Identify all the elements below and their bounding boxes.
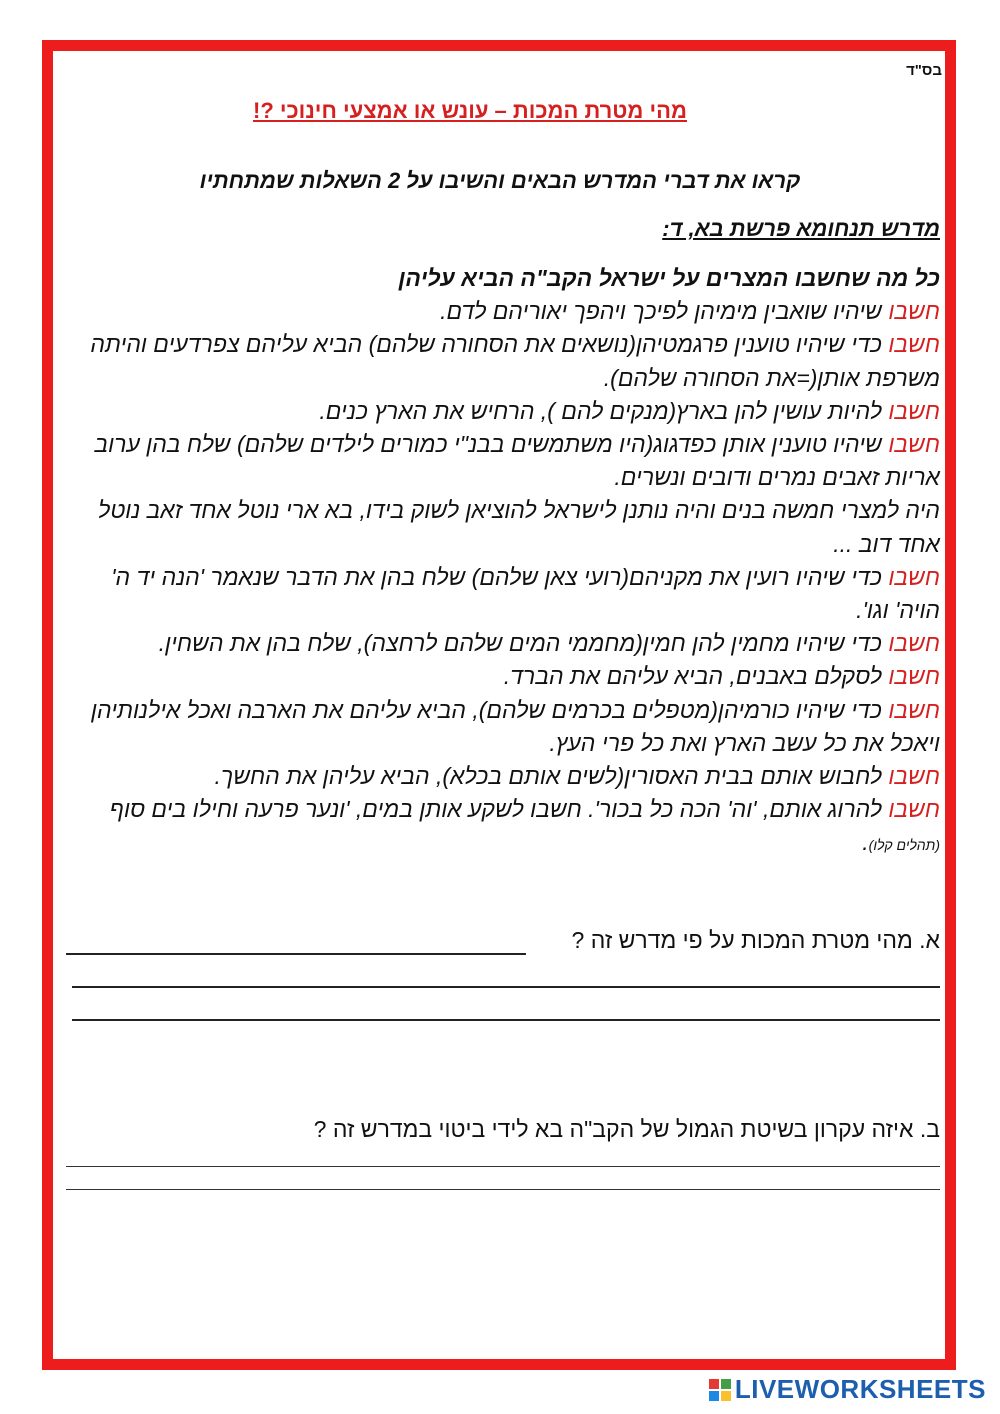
end-punct: . [862, 829, 869, 856]
midrash-paragraph [72, 694, 940, 760]
paragraph-text: כדי שיהיו מחמין להן חמין(מחממי המים שלהם לרחצה), שלח בהן את השחין. [158, 630, 889, 657]
midrash-text [72, 262, 940, 863]
paragraph-text: לסקלם באבנים, הביא עליהם את הברד. [503, 663, 889, 690]
paragraph-text: שיהיו שואבין מימיהן לפיכך ויהפך יאוריהם לדם. [440, 298, 889, 325]
answer-a-line-1[interactable] [66, 953, 526, 955]
keyword: חשבו [888, 763, 940, 790]
keyword: חשבו [888, 298, 940, 325]
midrash-paragraph [72, 494, 940, 560]
keyword: חשבו [888, 663, 940, 690]
question-a: א. מהי מטרת המכות על פי מדרש זה ? [571, 927, 940, 953]
reference: (תהלים קלו) [868, 837, 940, 854]
midrash-paragraph [72, 627, 940, 660]
keyword: חשבו [888, 696, 940, 723]
midrash-paragraph [72, 561, 940, 627]
page-title: מהי מטרת המכות – עונש או אמצעי חינוכי ?! [253, 98, 687, 123]
answer-b-line-2[interactable] [66, 1189, 940, 1190]
liveworksheets-logo [709, 1374, 986, 1405]
logo-icon [709, 1379, 731, 1401]
midrash-paragraph [72, 328, 940, 394]
answer-b-line-1[interactable] [66, 1166, 940, 1167]
logo-text: LIVEWORKSHEETS [734, 1374, 986, 1404]
paragraph-text: להרוג אותם, 'וה' הכה כל בכור'. חשבו לשקע אותן במים, 'ונער פרעה וחילו בים סוף [109, 796, 889, 823]
source-citation: מדרש תנחומא פרשת בא, ד: [662, 216, 940, 241]
answer-a-line-3[interactable] [72, 1019, 940, 1021]
midrash-paragraph [72, 428, 940, 494]
keyword: חשבו [888, 796, 940, 823]
keyword: חשבו [888, 331, 940, 358]
keyword: חשבו [888, 431, 940, 458]
midrash-lead: כל מה שחשבו המצרים על ישראל הקב"ה הביא עליהן [398, 265, 940, 291]
midrash-paragraph [72, 395, 940, 428]
paragraph-text: להיות עושין להן בארץ(מנקים להם ), הרחיש את הארץ כנים. [319, 397, 889, 424]
keyword: חשבו [888, 563, 940, 590]
question-b: ב. איזה עקרון בשיטת הגמול של הקב"ה בא לידי ביטוי במדרש זה ? [313, 1116, 940, 1142]
paragraph-text: היה למצרי חמשה בנים והיה נותנן לישראל להוציאן לשוק בידו, בא ארי נוטל אחד זאב נוטל אחד דוב ... [98, 497, 940, 557]
keyword: חשבו [888, 397, 940, 424]
paragraph-text: לחבוש אותם בבית האסורין(לשים אותם בכלא), הביא עליהן את החשך. [214, 763, 889, 790]
instructions: קראו את דברי המדרש הבאים והשיבו על 2 השאלות שמתחתיו [199, 168, 801, 193]
midrash-paragraph [72, 760, 940, 793]
paragraph-text: כדי שיהיו כורמיהן(מטפלים בכרמים שלהם), הביא עליהם את הארבה ואכל אילנותיהן ויאכל את כל עשב הארץ ואת כל פרי העץ. [91, 696, 940, 756]
paragraph-text: כדי שיהיו טוענין פרגמטיהן(נושאים את הסחורה שלהם) הביא עליהם צפרדעים והיתה משרפת אותן(=את הסחורה שלהם). [90, 331, 940, 391]
paragraph-text: כדי שיהיו רועין את מקניהם(רועי צאן שלהם) שלח בהן את הדבר שנאמר 'הנה יד ה' הויה' וגו'. [111, 563, 940, 624]
keyword: חשבו [888, 630, 940, 657]
answer-a-line-2[interactable] [72, 986, 940, 988]
midrash-paragraph [72, 793, 940, 862]
header-mark: בס"ד [906, 62, 942, 79]
midrash-paragraph [72, 660, 940, 693]
paragraph-text: שיהיו טוענין אותן כפדגוג(היו משתמשים בבנ"י כמורים לילדים שלהם) שלח בהן ערוב אריות זאבים נמרים ודובים ונשרים. [94, 431, 940, 491]
midrash-paragraph [72, 295, 940, 328]
